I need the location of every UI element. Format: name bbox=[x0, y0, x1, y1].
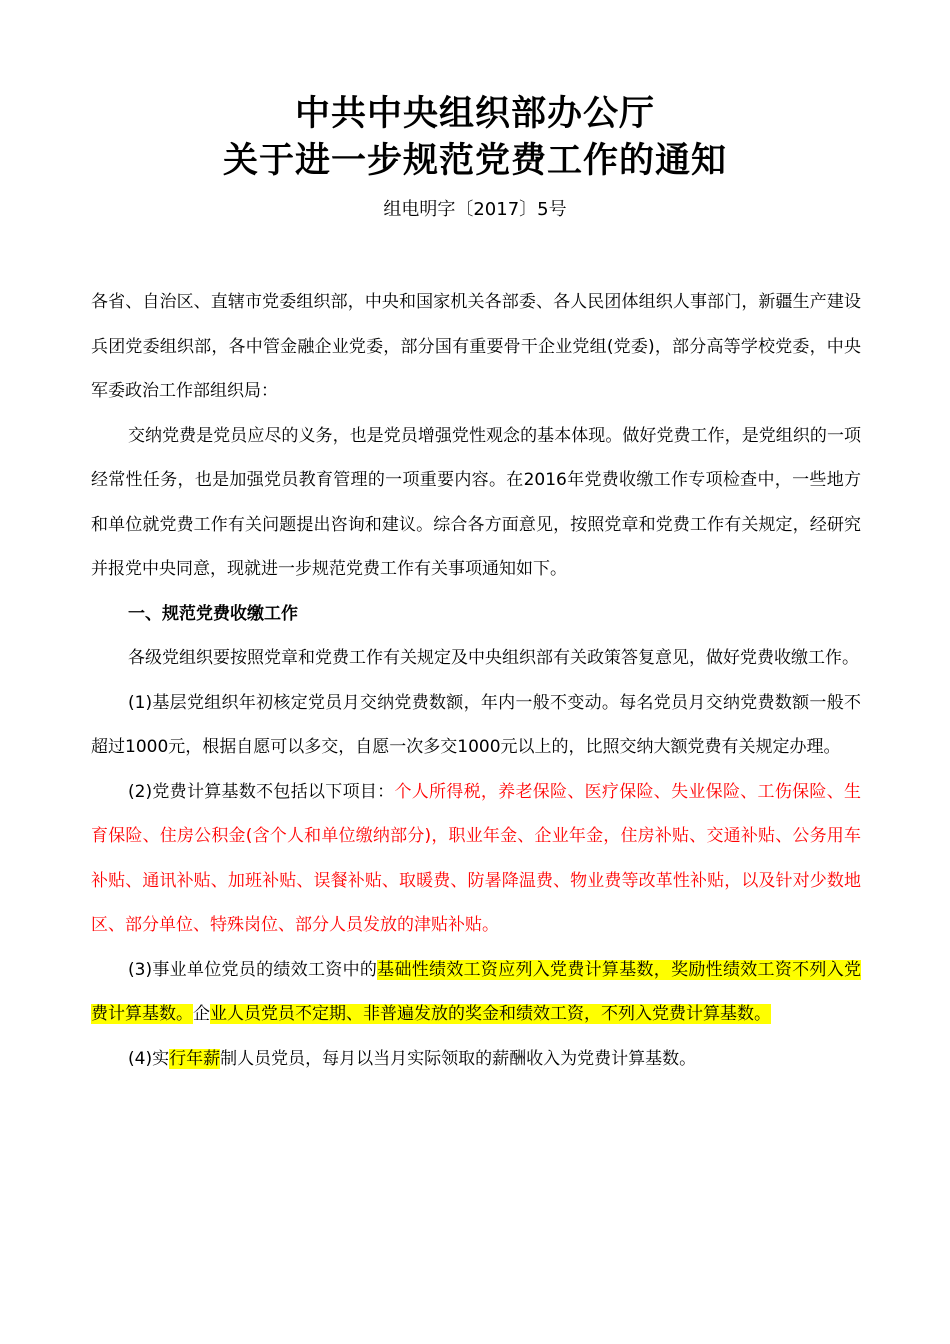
item-3-highlight-2: 业人员党员不定期、非普遍发放的奖金和绩效工资，不列入党费计算基数。 bbox=[210, 1004, 771, 1024]
item-2-prefix: (2)党费计算基数不包括以下项目： bbox=[128, 781, 395, 802]
section-1-intro: 各级党组织要按照党章和党费工作有关规定及中央组织部有关政策答复意见，做好党费收缴工作。 bbox=[128, 648, 859, 668]
section-1-heading: 一、规范党费收缴工作 bbox=[128, 603, 298, 624]
item-3-paragraph bbox=[91, 948, 861, 1037]
item-4-highlight: 行年薪 bbox=[169, 1048, 221, 1069]
item-1-paragraph: (1)基层党组织年初核定党员月交纳党费数额，年内一般不变动。每名党员月交纳党费数额一般不超过1000元，根据自愿可以多交，自愿一次多交1000元以上的，比照交纳大额党费有关规定办理。 bbox=[91, 692, 861, 757]
item-3-highlight-1: 基础性绩效工资应列入党费计算基数，奖励性绩效工资不列入党费计算基数。 bbox=[91, 959, 861, 1024]
document-body bbox=[91, 280, 861, 1081]
item-4-paragraph bbox=[91, 1037, 861, 1082]
item-3-prefix: (3)事业单位党员的绩效工资中的 bbox=[128, 959, 378, 980]
document-number: 组电明字〔2017〕5号 bbox=[383, 199, 567, 220]
item-2-red-text: 个人所得税，养老保险、医疗保险、失业保险、工伤保险、生育保险、住房公积金(含个人和单位缴纳部分)，职业年金、企业年金，住房补贴、交通补贴、公务用车补贴、通讯补贴、加班补贴、误餐补贴、取暖费、防暑降温费、物业费等改革性补贴，以及针对少数地区、部分单位、特殊岗位、部分人员发放的津贴补贴。 bbox=[91, 781, 861, 935]
item-4-suffix: 制人员党员，每月以当月实际领取的薪酬收入为党费计算基数。 bbox=[220, 1048, 697, 1069]
intro-paragraph: 交纳党费是党员应尽的义务，也是党员增强党性观念的基本体现。做好党费工作，是党组织的一项经常性任务，也是加强党员教育管理的一项重要内容。在2016年党费收缴工作专项检查中，一些地方和单位就党费工作有关问题提出咨询和建议。综合各方面意见，按照党章和党费工作有关规定，经研究并报党中央同意，现就进一步规范党费工作有关事项通知如下。 bbox=[91, 425, 861, 579]
item-3-middle: 企 bbox=[193, 1004, 210, 1024]
item-2-paragraph bbox=[91, 770, 861, 948]
title-line-2: 关于进一步规范党费工作的通知 bbox=[222, 141, 727, 181]
item-4-prefix: (4)实 bbox=[128, 1048, 170, 1069]
title-line-1: 中共中央组织部办公厅 bbox=[294, 94, 655, 134]
addressees-paragraph: 各省、自治区、直辖市党委组织部，中央和国家机关各部委、各人民团体组织人事部门，新疆生产建设兵团党委组织部，各中管金融企业党委，部分国有重要骨干企业党组(党委)，部分高等学校党委，中央军委政治工作部组织局： bbox=[91, 292, 861, 401]
